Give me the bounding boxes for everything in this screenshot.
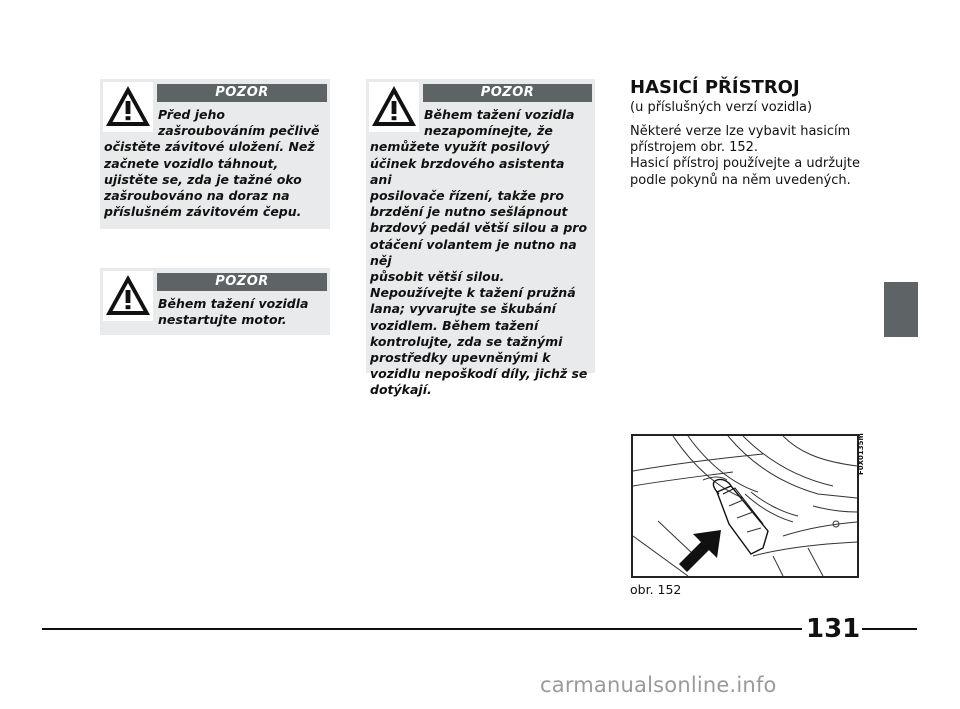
- warning-text: [104, 296, 324, 328]
- warning-header: POZOR: [157, 84, 327, 102]
- warning-box-thread-cleaning: [100, 79, 330, 229]
- section-subtitle: (u příslušných verzí vozidla): [630, 100, 813, 115]
- warning-text-rest: očistěte závitové uložení. Než začnete vozidlo táhnout, ujistěte se, zda je tažné oko zašroubováno na doraz na příslušném závitovém čepu.: [104, 139, 315, 220]
- warning-text-first: Během tažení vozidla nezapomínejte, že: [424, 107, 575, 139]
- warning-box-towing-brakes: [366, 79, 595, 398]
- footer-rule-left: [42, 628, 802, 630]
- warning-text: [370, 107, 589, 399]
- figure-code: F0X0135m: [857, 433, 865, 475]
- warning-text-first: Před jeho zašroubováním pečlivě: [158, 107, 320, 139]
- chapter-tab: [884, 282, 918, 337]
- warning-text-first: Během tažení vozidla nestartujte motor.: [158, 296, 309, 328]
- footer-rule-right: [862, 628, 917, 630]
- figure-extinguisher-illustration: [631, 434, 859, 578]
- warning-text: [104, 107, 324, 220]
- warning-header: POZOR: [157, 273, 327, 291]
- warning-header: POZOR: [423, 84, 592, 102]
- extinguisher-drawing: [633, 436, 857, 576]
- section-title: HASICÍ PŘÍSTROJ: [630, 77, 800, 98]
- page-number: 131: [806, 614, 861, 644]
- figure-caption: obr. 152: [630, 582, 682, 597]
- warning-box-engine-start: [100, 268, 330, 335]
- warning-text-rest: nemůžete využít posilový účinek brzdového asistenta ani posilovače řízení, takže pro brzdění je nutno sešlápnout brzdový pedál větší silou a pro otáčení volantem je nutno na něj působit větší silou. Nepoužívejte k tažení pružná lana; vyvarujte se škubání vozidlem. Během tažení kontrolujte, zda se tažnými prostředky upevněnými k vozidlu nepoškodí díly, jichž se dotýkají.: [370, 139, 588, 398]
- section-body: Některé verze lze vybavit hasicím přístrojem obr. 152. Hasicí přístroj používejte a udržujte podle pokynů na něm uvedených.: [630, 124, 860, 188]
- watermark-text: carmanualsonline.info: [540, 673, 777, 697]
